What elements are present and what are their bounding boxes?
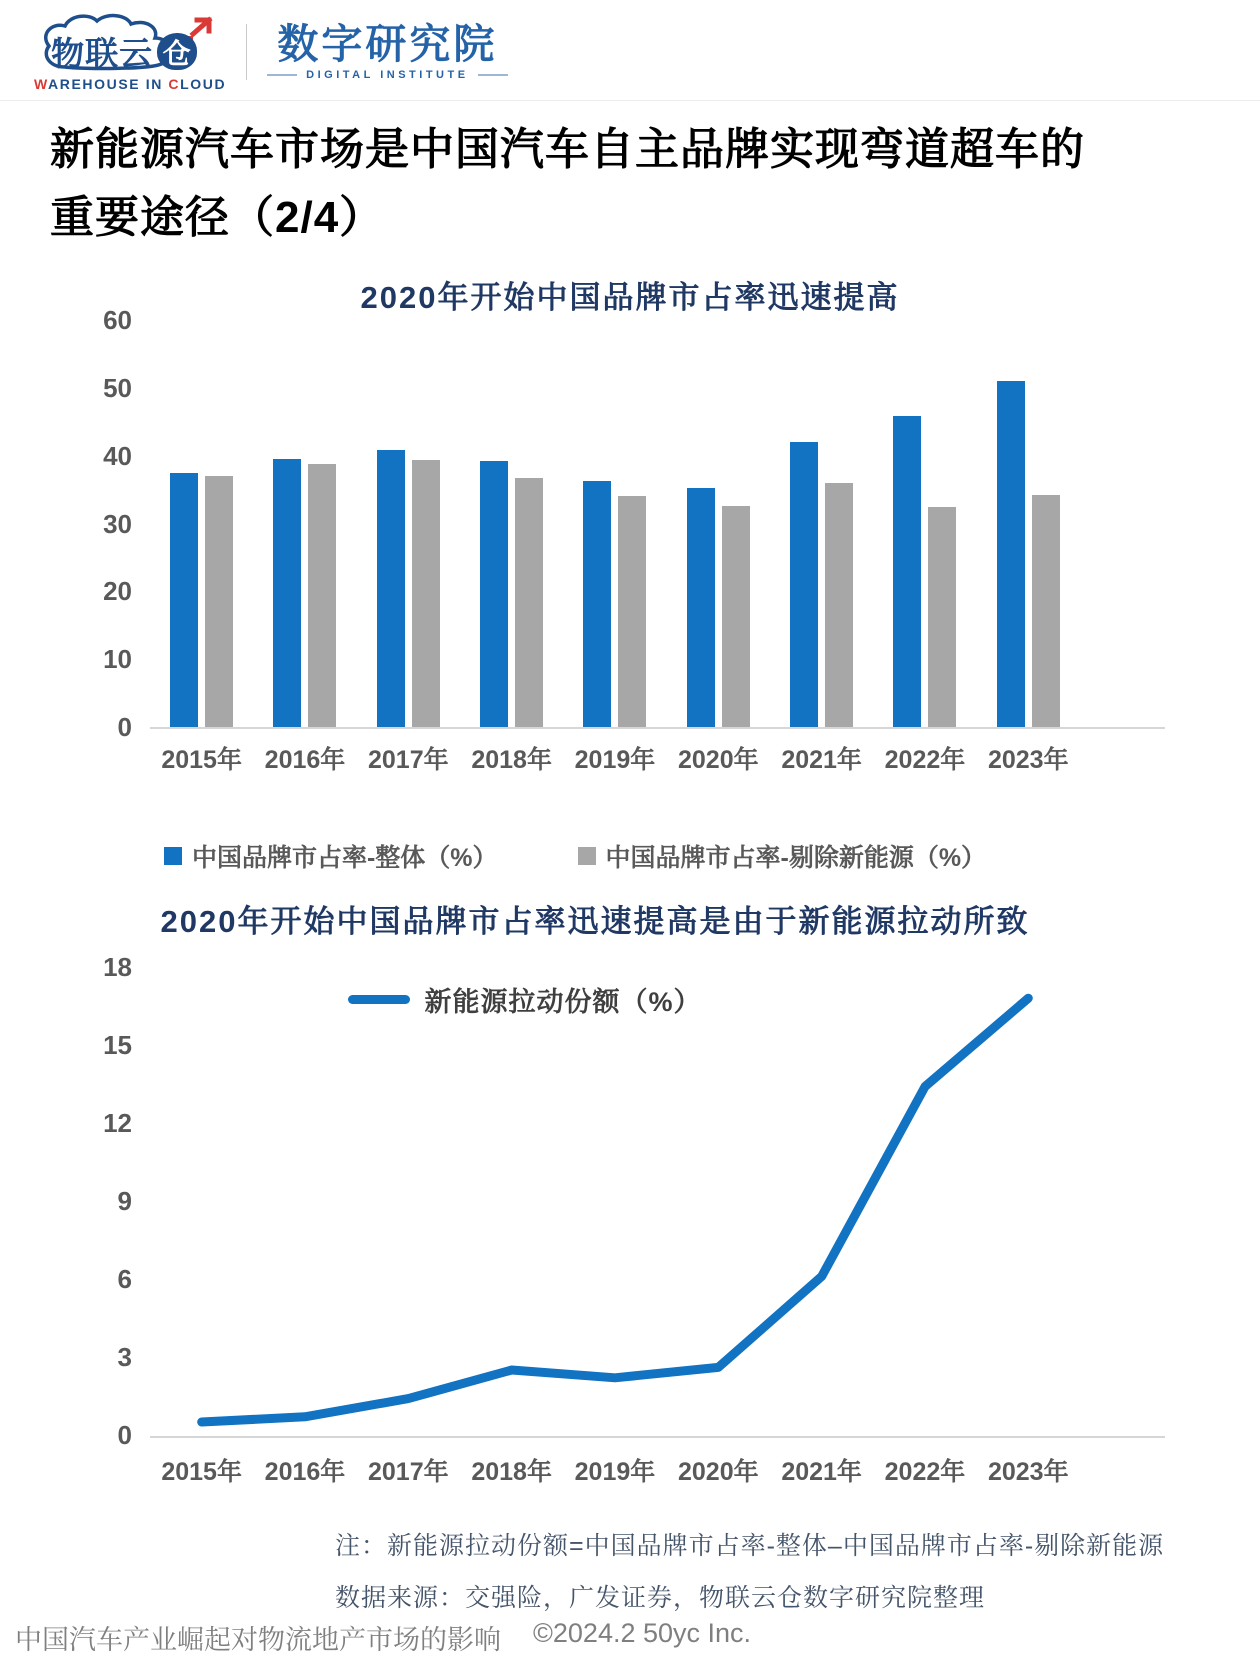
institute-name-en: DIGITAL INSTITUTE bbox=[306, 69, 469, 82]
bar-ex-nev bbox=[928, 507, 956, 727]
note-definition: 注：新能源拉动份额=中国品牌市占率-整体–中国品牌市占率-剔除新能源 bbox=[335, 1532, 1165, 1560]
line-chart-axis-line bbox=[150, 1436, 1165, 1438]
legend-label-ex-nev: 中国品牌市占率-剔除新能源（%） bbox=[605, 844, 987, 872]
line-chart-x-tick-label: 2021年 bbox=[781, 1458, 862, 1486]
bar-ex-nev bbox=[722, 506, 750, 727]
header bbox=[34, 12, 508, 92]
bar-chart-y-tick-label: 50 bbox=[103, 372, 132, 403]
line-chart-x-tick-label: 2022年 bbox=[884, 1458, 966, 1486]
bar-overall bbox=[170, 473, 198, 727]
line-chart-x-tick-label: 2023年 bbox=[987, 1458, 1069, 1486]
legend-label-nev-share: 新能源拉动份额（%） bbox=[424, 987, 702, 1017]
bar-chart-x-tick-label: 2016年 bbox=[264, 746, 346, 774]
bar-ex-nev bbox=[825, 483, 853, 727]
bar-overall bbox=[790, 442, 818, 727]
bar-overall bbox=[377, 450, 405, 727]
bar-chart-plot bbox=[150, 320, 1080, 727]
bar-overall bbox=[893, 416, 921, 727]
line-chart-x-tick-label: 2020年 bbox=[677, 1458, 759, 1486]
footer bbox=[15, 1618, 751, 1657]
line-chart-y-tick-label: 12 bbox=[103, 1108, 132, 1138]
bar-group bbox=[460, 320, 563, 727]
legend-item-ex-nev bbox=[578, 838, 987, 874]
brand-name-en bbox=[34, 76, 226, 92]
dash-left bbox=[267, 74, 297, 76]
brand-en-part: C bbox=[168, 76, 181, 92]
logo-divider bbox=[246, 24, 247, 80]
line-chart-x-tick-label: 2019年 bbox=[574, 1458, 656, 1486]
line-chart-title: 2020年开始中国品牌市占率迅速提高是由于新能源拉动所致 bbox=[160, 904, 1030, 939]
line-chart-x-tick-label: 2018年 bbox=[471, 1458, 552, 1486]
line-chart-y-tick-label: 6 bbox=[117, 1264, 132, 1294]
institute-logo bbox=[267, 20, 507, 82]
bar-overall bbox=[583, 481, 611, 727]
legend-swatch-overall-icon bbox=[164, 847, 182, 865]
legend-swatch-ex-nev-icon bbox=[578, 847, 596, 865]
brand-en-part: W bbox=[34, 76, 49, 92]
bar-group bbox=[563, 320, 666, 727]
line-chart-y-tick-label: 18 bbox=[103, 952, 132, 982]
bar-ex-nev bbox=[308, 464, 336, 727]
bar-chart-title: 2020年开始中国品牌市占率迅速提高 bbox=[360, 280, 900, 315]
bar-overall bbox=[480, 461, 508, 727]
bar-chart-axis-line bbox=[150, 727, 1165, 729]
bar-group bbox=[667, 320, 770, 727]
bar-chart-y-tick-label: 30 bbox=[103, 508, 132, 539]
bar-chart-x-tick-label: 2015年 bbox=[161, 746, 242, 774]
page-title bbox=[50, 116, 1190, 252]
footer-report-title: 中国汽车产业崛起对物流地产市场的影响 bbox=[15, 1625, 501, 1655]
bar-chart-legend bbox=[0, 838, 1205, 874]
page-title-line1: 新能源汽车市场是中国汽车自主品牌实现弯道超车的 bbox=[50, 125, 1085, 174]
line-chart-y-tick-label: 9 bbox=[117, 1186, 132, 1216]
line-chart-x-axis bbox=[150, 1452, 1080, 1488]
brand-en-part: LOUD bbox=[180, 76, 227, 92]
bar-chart-x-tick-label: 2018年 bbox=[471, 746, 552, 774]
note-data-source: 数据来源：交强险，广发证券，物联云仓数字研究院整理 bbox=[335, 1584, 986, 1612]
brand-en-part: N bbox=[151, 76, 169, 92]
bar-chart-y-tick-label: 0 bbox=[117, 712, 132, 742]
bar-group bbox=[357, 320, 460, 727]
bar-ex-nev bbox=[412, 460, 440, 727]
bar-overall bbox=[997, 381, 1025, 727]
page-title-line2: 重要途径（2/4） bbox=[50, 193, 385, 243]
line-chart-y-tick-label: 0 bbox=[117, 1420, 132, 1450]
bar-chart-x-tick-label: 2023年 bbox=[987, 746, 1069, 774]
line-chart-y-tick-label: 15 bbox=[103, 1030, 132, 1060]
bar-chart-y-tick-label: 40 bbox=[103, 440, 132, 471]
dash-right bbox=[478, 74, 508, 76]
cloud-logo-icon bbox=[35, 12, 225, 74]
bar-chart-y-tick-label: 60 bbox=[103, 305, 132, 335]
bar-chart-x-axis bbox=[150, 740, 1080, 776]
company-logo bbox=[34, 12, 226, 92]
bar-group bbox=[873, 320, 976, 727]
line-chart-plot bbox=[150, 940, 1080, 1440]
bar-overall bbox=[273, 459, 301, 727]
brand-en-part: AREHOUSE bbox=[48, 76, 146, 92]
bar-chart-x-tick-label: 2022年 bbox=[884, 746, 966, 774]
footer-copyright: ©2024.2 50yc Inc. bbox=[533, 1618, 752, 1648]
line-chart-x-tick-label: 2017年 bbox=[368, 1458, 449, 1486]
brand-en-part: I bbox=[145, 76, 152, 92]
bar-group bbox=[150, 320, 253, 727]
line-chart-x-tick-label: 2016年 bbox=[264, 1458, 346, 1486]
brand-name-cn bbox=[51, 28, 197, 75]
bar-group bbox=[253, 320, 356, 727]
legend-label-overall: 中国品牌市占率-整体（%） bbox=[191, 844, 498, 872]
line-chart-y-tick-label: 3 bbox=[117, 1342, 132, 1372]
brand-cn-chip: 仓 bbox=[157, 33, 197, 70]
bar-ex-nev bbox=[205, 476, 233, 727]
brand-cn-text: 物联云 bbox=[51, 35, 154, 72]
bar-chart-y-tick-label: 10 bbox=[103, 644, 132, 675]
legend-item-overall bbox=[164, 838, 498, 874]
bar-group bbox=[770, 320, 873, 727]
bar-ex-nev bbox=[1032, 495, 1060, 727]
header-rule bbox=[0, 100, 1260, 101]
bar-chart-x-tick-label: 2020年 bbox=[677, 746, 759, 774]
bar-chart-y-tick-label: 20 bbox=[103, 576, 132, 607]
bar-ex-nev bbox=[618, 496, 646, 727]
bar-chart-x-tick-label: 2019年 bbox=[574, 746, 656, 774]
bar-chart-x-tick-label: 2021年 bbox=[781, 746, 862, 774]
line-chart-x-tick-label: 2015年 bbox=[161, 1458, 242, 1486]
institute-name-cn: 数字研究院 bbox=[277, 20, 498, 67]
bar-chart-x-tick-label: 2017年 bbox=[368, 746, 449, 774]
bar-overall bbox=[687, 488, 715, 727]
institute-name-en-row bbox=[267, 69, 507, 81]
bar-group bbox=[977, 320, 1080, 727]
bar-ex-nev bbox=[515, 478, 543, 727]
nev-share-line bbox=[202, 998, 1029, 1422]
